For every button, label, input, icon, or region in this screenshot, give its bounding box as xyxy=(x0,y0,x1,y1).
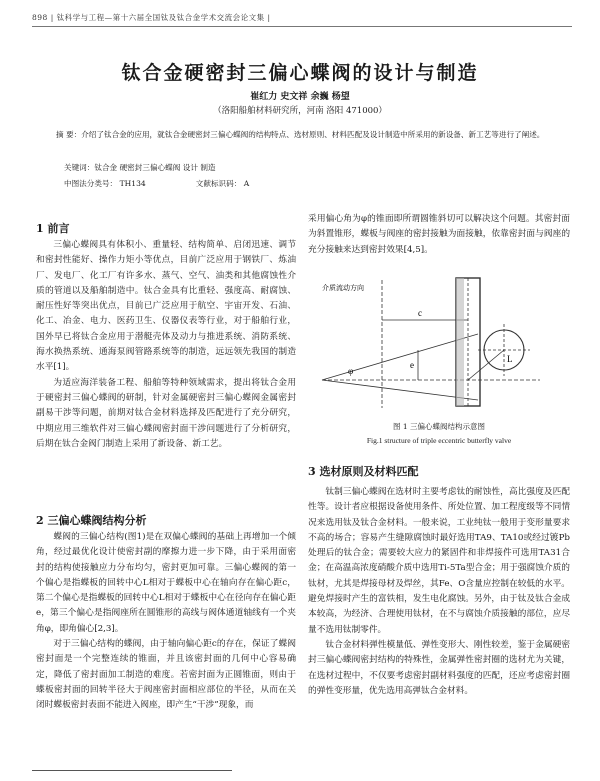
authors: 崔红力 史文祥 余巍 杨望 xyxy=(250,92,350,102)
figure-caption-en: Fig.1 structure of triple eccentric butterfly valve xyxy=(366,436,512,445)
label-phi: φ xyxy=(348,366,354,376)
section-3-para-1: 钛制三偏心蝶阀在选材时主要考虑钛的耐蚀性，高比强度及匹配性等。设计者应根据设备使用条件、所处位置、加工程度级等不同情况来选用钛及钛合金材料。一般来说，工业纯钛一般用于变形量要求不高的场合；容易产生缝隙腐蚀时最好选用TA9、TA10或经过镀Pb处理后的钛合金；需要较大应力的紧固件和非焊接件可选用TA31合金；在高温高浓度硝酸介质中选用Ti-5Ta型合金；用于强腐蚀介质的钛材，尤其是焊接母材及焊丝，其Fe、O含量应控制在较低的水平。避免焊接时产生的富铁相，发生电化腐蚀。另外，由于钛及钛合金成本较高，为经济、合理使用钛材，在不与腐蚀介质接触的部位，应尽量不选用钛制零件。 xyxy=(308,487,570,635)
affiliation: （洛阳船舶材料研究所，河南 洛阳 471000） xyxy=(213,106,387,116)
section-3-para-2: 钛合金材料弹性模量低、弹性变形大、刚性较差，鉴于金属硬密封三偏心蝶阀密封结构的特殊性，金属弹性密封圈的选材尤为关键，在选材过程中，不仅要考虑密封副材料强度的匹配，还应考虑密封圈的弹性变形量，优先选用高弹钛合金材料。 xyxy=(308,639,570,696)
section-2-body xyxy=(36,530,296,714)
section-2-para-2: 对于三偏心结构的蝶阀，由于轴向偏心距c的存在，保证了蝶阀密封面是一个完整连续的锥面，并且该密封面的几何中心容易确定，降低了密封面加工制造的难度。若密封面为正圆锥面，则由于蝶板密封面的回转半径大于阀座密封面相应部位的半径，从而在关闭时蝶板密封表面不能进入阀座，即产生“干涉”现象，而 xyxy=(36,639,296,711)
section-1-para-1: 三偏心蝶阀具有体积小、重量轻、结构简单、启闭迅速、调节和密封性能好、操作力矩小等优点，目前广泛应用于钢铁厂、炼油厂、发电厂、化工厂有许多水、蒸气、空气、油类和其他腐蚀性介质的管道以及船舶制造中。钛合金具有比重轻、强度高、耐腐蚀、耐压性好等突出优点，目前已广泛应用于航空、宇宙开发、石油、化工、冶金、电力、医药卫生、仪器仪表等行业，对于船舶行业，国外早已将钛合金应用于潜艇壳体及动力与推进系统、消防系统、海水换热系统、通海泵阀管路系统等的制造，远远领先我国的制造水平[1]。 xyxy=(36,240,296,373)
label-L: L xyxy=(507,354,513,364)
keywords: 关键词：钛合金 硬密封三偏心蝶阀 设计 制造 xyxy=(64,163,216,172)
cone-generatrix-upper xyxy=(322,334,478,380)
running-header: 898 | 钛科学与工程—第十六届全国钛及钛合金学术交流会论文集 | xyxy=(32,13,271,22)
header-rule xyxy=(32,26,572,27)
label-e: e xyxy=(410,360,414,370)
section-2-para-1: 蝶阀的三偏心结构(图1)是在双偏心蝶阀的基础上再增加一个倾角，经过最优化设计使密封副的摩擦力进一步下降，由于采用面密封的结构使接触应力分布均匀，密封更加可靠。三偏心蝶阀的第一个偏心是指蝶板的回转中心L相对于蝶板中心在轴向存在偏心距c，第二个偏心是指蝶板的回转中心L相对于蝶板中心在径向存在偏心距e，第三个偏心是指阀座所在圆锥形的高线与阀体通道轴线有一个夹角φ，即角偏心[2,3]。 xyxy=(36,532,296,634)
cone-generatrix-lower xyxy=(322,380,478,400)
clc-number: 中图法分类号： TH134 xyxy=(64,179,146,188)
seat-ring-hatch xyxy=(456,278,464,406)
classification xyxy=(64,178,249,189)
section-2-heading: 2 三偏心蝶阀结构分析 xyxy=(36,514,147,527)
section-2-continuation xyxy=(308,212,570,258)
section-1-body xyxy=(36,238,296,452)
label-flow-direction: 介质流动方向 xyxy=(322,284,364,292)
section-1-heading: 1 前言 xyxy=(36,222,70,235)
document-code: 文献标识码： A xyxy=(195,179,250,188)
paper-title: 钛合金硬密封三偏心蝶阀的设计与制造 xyxy=(121,62,479,84)
footnote-rule xyxy=(32,770,232,771)
section-1-para-2: 为适应海洋装备工程、船舶等特种领域需求，提出将钛合金用于硬密封三偏心蝶阀的研制，针对金属硬密封三偏心蝶阀金属密封副易干涉等问题，前期对钛合金材料选择及匹配进行了充分研究，中期应用三维软件对三偏心蝶阀密封面干涉问题进行了分析研究，后期在钛合金阀门制造上采用了新设备、新工艺。 xyxy=(36,377,296,449)
valve-structure-figure xyxy=(318,274,544,412)
section-3-heading: 3 选材原则及材料匹配 xyxy=(308,465,419,478)
eccentric-link xyxy=(468,350,504,380)
figure-caption-zh: 图 1 三偏心蝶阀结构示意图 xyxy=(392,422,486,431)
abstract: 摘 要：介绍了钛合金的应用，就钛合金硬密封三偏心蝶阀的结构特点、选材原则、材料匹配及设计制造中所采用的新设备、新工艺等进行了阐述。 xyxy=(56,130,545,139)
section-2-para-cont: 采用偏心角为φ的锥面即所谓圆锥斜切可以解决这个问题。其密封面为斜置锥形，蝶板与阀座的密封接触为面接触，依靠密封面与阀座的充分接触来达到密封效果[4,5]。 xyxy=(308,214,570,255)
section-3-body xyxy=(308,485,570,699)
label-c: c xyxy=(418,308,422,318)
